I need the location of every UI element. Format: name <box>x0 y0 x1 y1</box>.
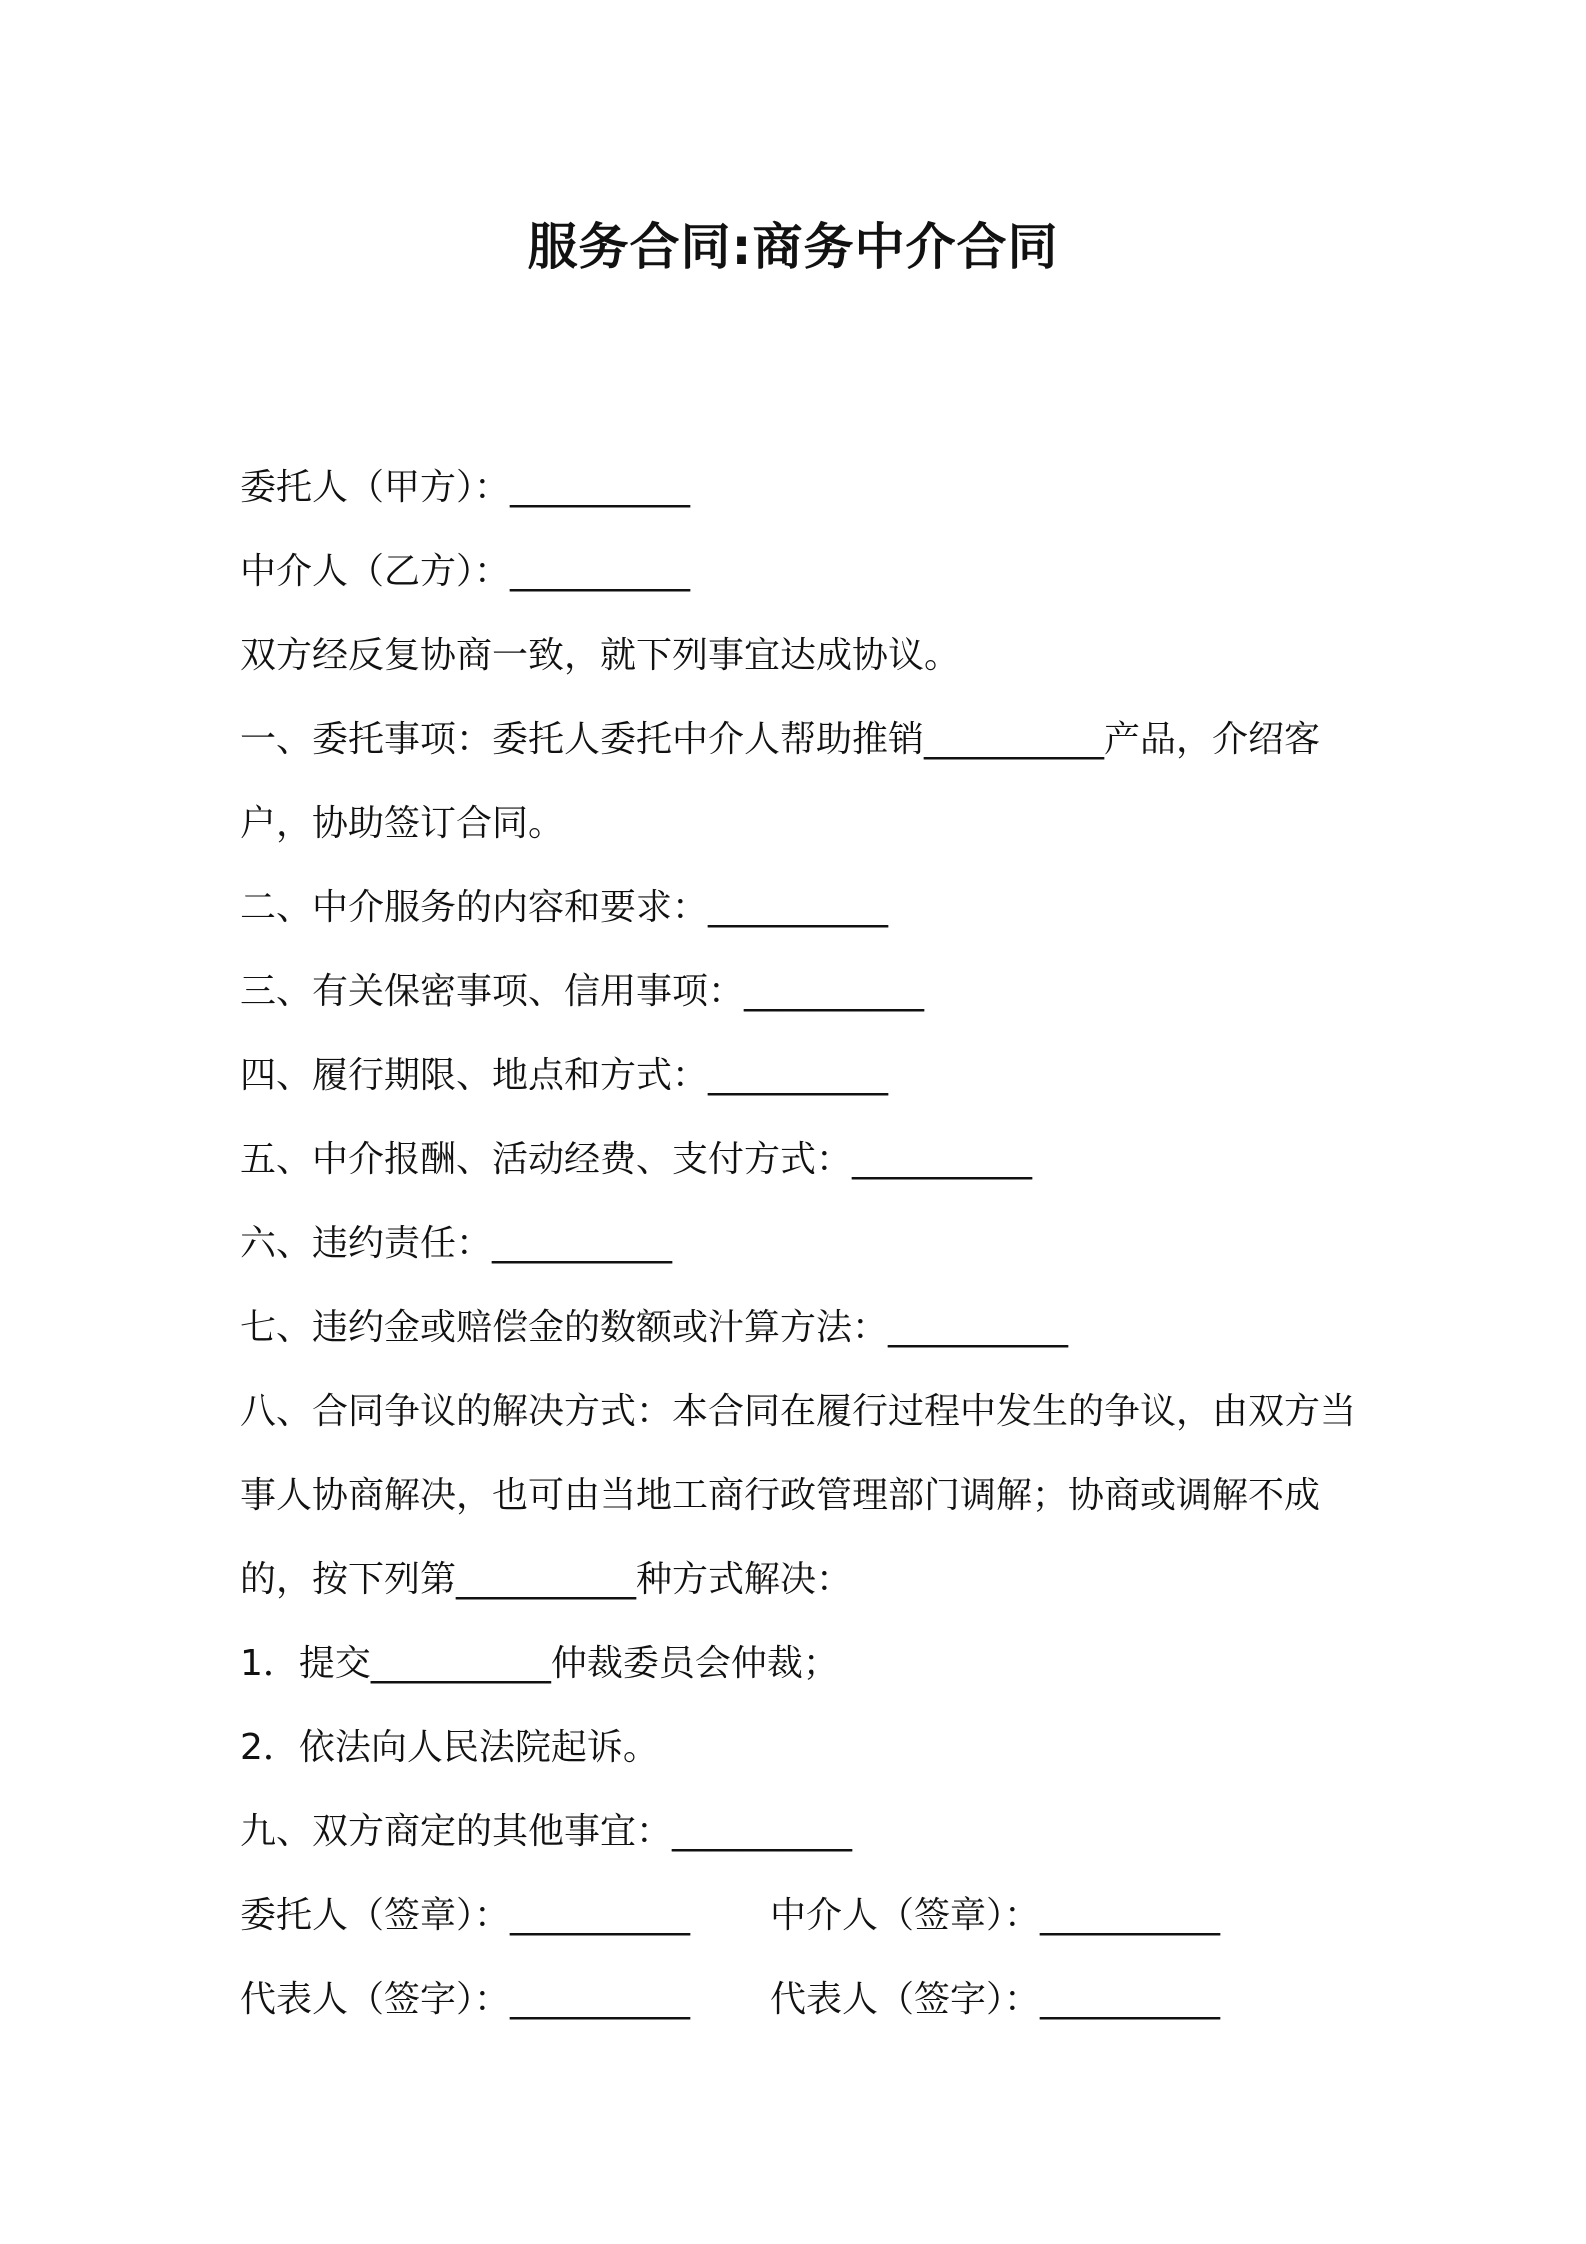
agent-representative-line: 代表人（签字）：__________ <box>770 1979 1221 2020</box>
signature-row-seal <box>240 1874 1360 1958</box>
document-body <box>240 446 1360 2042</box>
clause-5: 五、中介报酬、活动经费、支付方式：__________ <box>240 1139 1033 1180</box>
dispute-option-2: 2．依法向人民法院起诉。 <box>240 1727 659 1768</box>
intro-paragraph: 双方经反复协商一致，就下列事宜达成协议。 <box>240 635 961 676</box>
party-a-line: 委托人（甲方）：__________ <box>240 467 691 508</box>
agent-seal-line: 中介人（签章）：__________ <box>770 1895 1221 1936</box>
client-representative-line: 代表人（签字）：__________ <box>240 1979 691 2020</box>
clause-8: 八、合同争议的解决方式：本合同在履行过程中发生的争议，由双方当事人协商解决，也可由当地工商行政管理部门调解；协商或调解不成的，按下列第__________种方式解决： <box>240 1391 1357 1600</box>
clause-7: 七、违约金或赔偿金的数额或汁算方法：__________ <box>240 1307 1069 1348</box>
clause-4: 四、履行期限、地点和方式：__________ <box>240 1055 889 1096</box>
clause-2: 二、中介服务的内容和要求：__________ <box>240 887 889 928</box>
party-b-line: 中介人（乙方）：__________ <box>240 551 691 592</box>
client-seal-line: 委托人（签章）：__________ <box>240 1895 691 1936</box>
clause-3: 三、有关保密事项、信用事项：__________ <box>240 971 925 1012</box>
document-title: 服务合同:商务中介合同 <box>527 218 1059 276</box>
signature-row-representative <box>240 1958 1360 2042</box>
clause-6: 六、违约责任：__________ <box>240 1223 673 1264</box>
clause-1: 一、委托事项：委托人委托中介人帮助推销__________产品，介绍客户，协助签订合同。 <box>240 719 1321 844</box>
dispute-option-1: 1．提交__________仲裁委员会仲裁； <box>240 1643 839 1684</box>
clause-9: 九、双方商定的其他事宜：__________ <box>240 1811 853 1852</box>
